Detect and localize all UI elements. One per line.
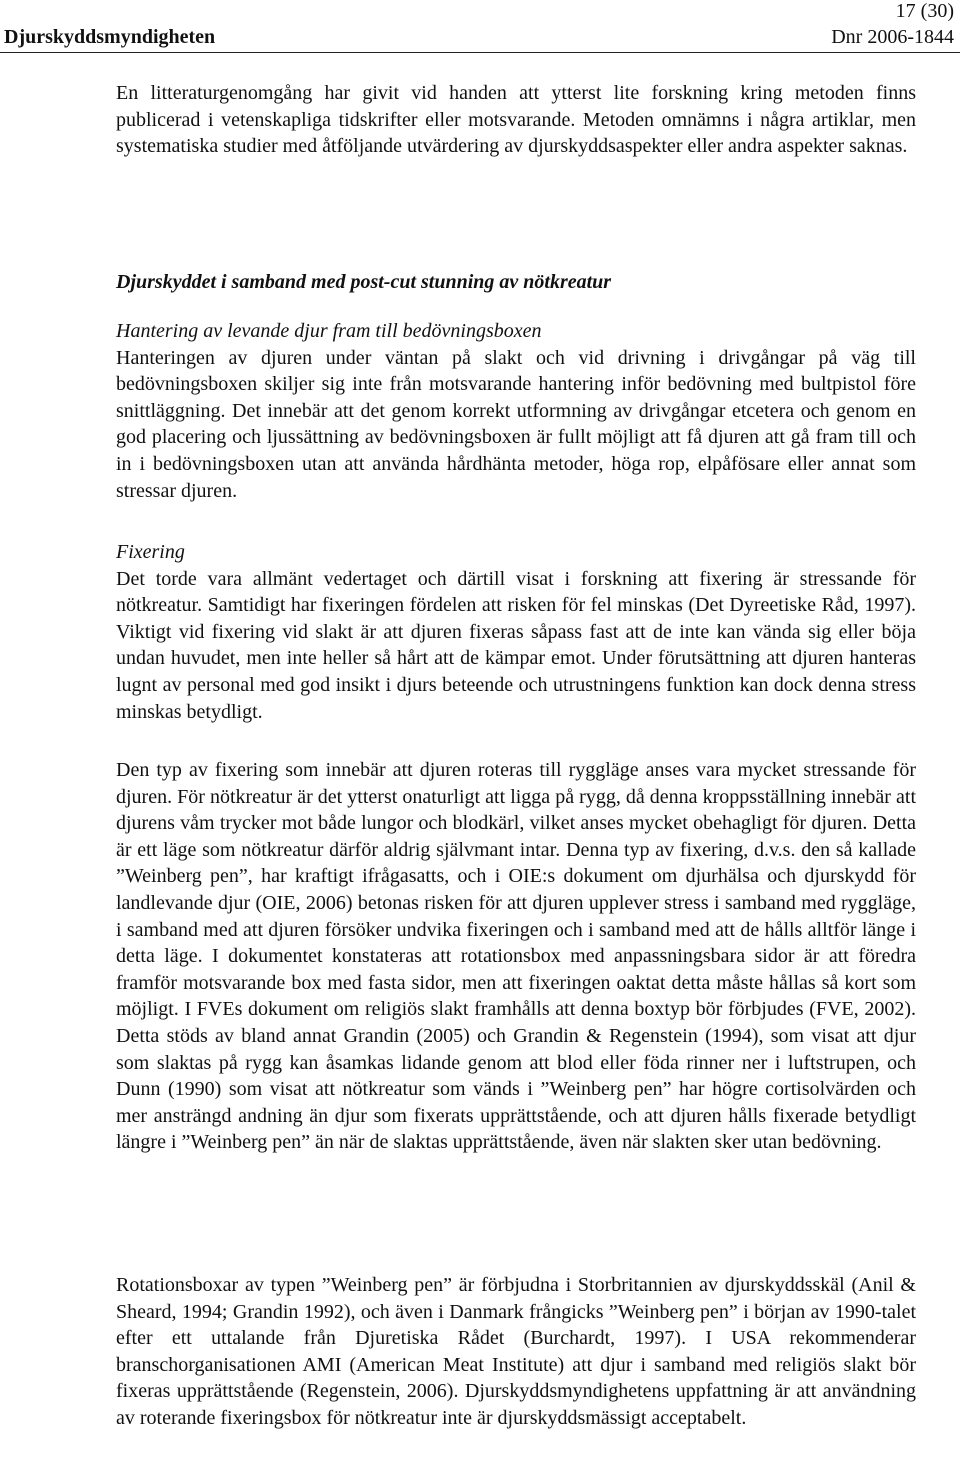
handling-section xyxy=(116,318,916,504)
organization-name: Djurskyddsmyndigheten xyxy=(4,26,216,48)
ban-paragraph: Rotationsboxar av typen ”Weinberg pen” är förbjudna i Storbritannien av djurskyddsskäl (Anil & Sheard, 1994; Grandin 1992), och även i Danmark frångicks ”Weinberg pen” i början av 1990-talet efter ett uttalande från Djuretiska Rådet (Burchardt, 1997). I USA rekommenderar branschorganisationen AMI (American Meat Institute) att djur i samband med religiös slakt bör fixeras upprättstående (Regenstein, 2006). Djurskyddsmyndighetens uppfattning är att användning av roterande fixeringsbox för nötkreatur inte är djurskyddsmässigt acceptabelt. xyxy=(116,1274,916,1429)
fixation-subheading: Fixering xyxy=(116,541,185,563)
fixation-section xyxy=(116,539,916,725)
handling-subheading: Hantering av levande djur fram till bedövningsboxen xyxy=(116,320,542,342)
handling-paragraph: Hanteringen av djuren under väntan på slakt och vid drivning i drivgångar på väg till bedövningsboxen skiljer sig inte från motsvarande hantering inför bedövning med bultpistol före snittläggning. Det innebär att det genom korrekt utformning av drivgångar etcetera och genom en god placering och ljussättning av bedövningsboxen är fullt möjligt att få djuren att gå fram till och in i bedövningsboxen utan att använda hårdhänta metoder, höga rop, elpåfösare eller annat som stressar djuren. xyxy=(116,346,916,502)
intro-paragraph: En litteraturgenomgång har givit vid handen att ytterst lite forskning kring metoden finns publicerad i vetenskapliga tidskrifter eller motsvarande. Metoden omnämns i några artiklar, men systematiska studier med åtföljande utvärdering av djurskyddsaspekter eller andra aspekter saknas. xyxy=(116,82,916,158)
section-heading: Djurskyddet i samband med post-cut stunning av nötkreatur xyxy=(116,271,612,293)
rotation-paragraph: Den typ av fixering som innebär att djuren roteras till ryggläge anses vara mycket stressande för djuren. För nötkreatur är det ytterst onaturligt att ligga på rygg, då denna kroppsställning innebär att djurens våm trycker mot både lungor och blodkärl, vilket anses mycket obehagligt för djuren. Detta är ett läge som nötkreatur därför aldrig självmant intar. Denna typ av fixering, d.v.s. den så kallade ”Weinberg pen”, har kraftigt ifrågasatts, och i OIE:s dokument om djurhälsa och djurskydd för landlevande djur (OIE, 2006) betonas risken för att djuren upplever stress i samband med ryggläge, i samband med att djuren försöker undvika fixeringen och i samband med att de hålls alltför länge i detta läge. I dokumentet konstateras att rotationsbox med anpassningsbara sidor är att föredra framför motsvarande box med fasta sidor, men att fixeringen oaktat detta måste hållas så kort som möjligt. I FVEs dokument om religiös slakt framhålls att denna boxtyp bör förbjudes (FVE, 2002). Detta stöds av bland annat Grandin (2005) och Grandin & Regenstein (1994), som visat att djur som slaktas på rygg kan åsamkas lidande genom att blod eller föda rinner ner i luftstrupen, och Dunn (1990) som visat att nötkreatur som vänds i ”Weinberg pen” har högre cortisolvärden och mer ansträngd andning än djur som fixerats upprättstående, och att djuren hålls fixerade betydligt längre i ”Weinberg pen” än när de slaktas upprättstående, även när slakten sker utan bedövning. xyxy=(116,759,916,1154)
header-divider xyxy=(0,52,960,53)
page-number: 17 (30) xyxy=(895,0,954,22)
fixation-paragraph: Det torde vara allmänt vedertaget och därtill visat i forskning att fixering är stressande för nötkreatur. Samtidigt har fixeringen fördelen att risken för fel minskas (Det Dyreetiske Råd, 1997). Viktigt vid fixering vid slakt är att djuren fixeras såpass fast att de inte kan vända sig eller böja undan huvudet, men inte heller så hårt att de kämpar emot. Under förutsättning att djuren hanteras lugnt av personal med god insikt i djurs beteende och utrustningens funktion kan dock denna stress minskas betydligt. xyxy=(116,567,916,723)
document-reference-number: Dnr 2006-1844 xyxy=(831,26,954,48)
